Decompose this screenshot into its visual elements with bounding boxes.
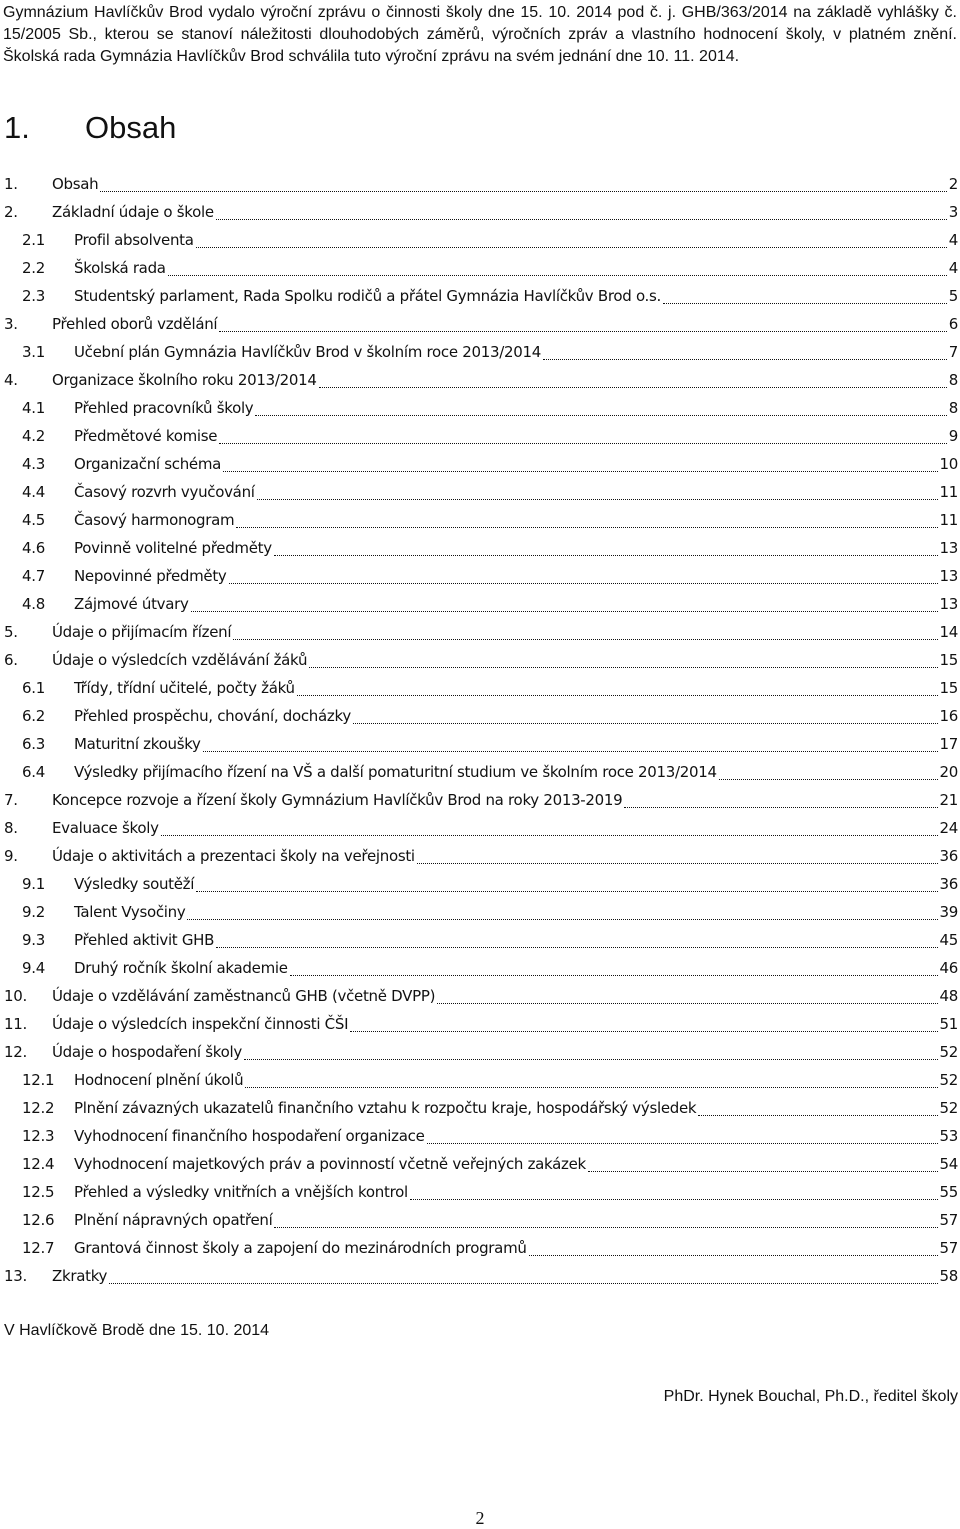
- toc-entry-page: 39: [939, 903, 958, 921]
- toc-dot-leader: [663, 302, 947, 304]
- toc-entry-title[interactable]: Organizace školního roku 2013/2014: [52, 371, 317, 389]
- place-date: V Havlíčkově Brodě dne 15. 10. 2014: [4, 1322, 270, 1339]
- toc-entry[interactable]: [0, 450, 958, 478]
- toc-entry-number: 9.4: [22, 959, 45, 977]
- toc-entry-title[interactable]: Školská rada: [74, 259, 166, 277]
- toc-dot-leader: [109, 1282, 937, 1284]
- toc-entry-page: 53: [939, 1127, 958, 1145]
- toc-entry-number: 6.4: [22, 763, 45, 781]
- table-of-contents: [0, 170, 958, 1290]
- toc-entry-title[interactable]: Údaje o vzdělávání zaměstnanců GHB (včetně DVPP): [52, 987, 436, 1005]
- toc-entry-title[interactable]: Časový rozvrh vyučování: [74, 483, 255, 501]
- toc-entry-page: 48: [939, 987, 958, 1005]
- toc-entry[interactable]: [0, 282, 958, 310]
- toc-entry-title[interactable]: Údaje o hospodaření školy: [52, 1043, 242, 1061]
- toc-entry-number: 9.3: [22, 931, 45, 949]
- toc-dot-leader: [255, 414, 946, 416]
- toc-dot-leader: [219, 442, 947, 444]
- toc-entry-number: 3.: [4, 315, 18, 333]
- toc-entry-page: 55: [939, 1183, 958, 1201]
- toc-entry-title[interactable]: Učební plán Gymnázia Havlíčkův Brod v školním roce 2013/2014: [74, 343, 541, 361]
- intro-paragraph: Gymnázium Havlíčkův Brod vydalo výroční zprávu o činnosti školy dne 15. 10. 2014 pod č. j. GHB/363/2014 na základě vyhlášky č. 15/2005 Sb., kterou se stanoví náležitosti dlouhodobých záměrů, výročních zpráv a vlastního hodnocení školy, v platném znění. Školská rada Gymnázia Havlíčkův Brod schválila tuto výroční zprávu na svém jednání dne 10. 11. 2014.: [3, 4, 957, 65]
- toc-entry[interactable]: [0, 1122, 958, 1150]
- toc-entry[interactable]: [0, 870, 958, 898]
- toc-entry-number: 12.6: [22, 1211, 55, 1229]
- toc-entry-title[interactable]: Údaje o výsledcích inspekční činnosti ČŠI: [52, 1015, 349, 1033]
- page-title: [4, 108, 176, 148]
- toc-dot-leader: [719, 778, 938, 780]
- toc-dot-leader: [229, 582, 938, 584]
- toc-entry[interactable]: [0, 758, 958, 786]
- toc-entry-title[interactable]: Grantová činnost školy a zapojení do mezinárodních programů: [74, 1239, 527, 1257]
- toc-entry-page: 13: [939, 567, 958, 585]
- toc-entry-title[interactable]: Přehled a výsledky vnitřních a vnějších kontrol: [74, 1183, 408, 1201]
- toc-entry-page: 17: [939, 735, 958, 753]
- toc-entry-page: 36: [939, 875, 958, 893]
- toc-entry-number: 9.1: [22, 875, 45, 893]
- toc-entry-title[interactable]: Talent Vysočiny: [74, 903, 186, 921]
- toc-entry-title[interactable]: Vyhodnocení finančního hospodaření organizace: [74, 1127, 425, 1145]
- toc-entry[interactable]: [0, 898, 958, 926]
- toc-entry[interactable]: [0, 254, 958, 282]
- toc-entry[interactable]: [0, 478, 958, 506]
- toc-entry-number: 13.: [4, 1267, 27, 1285]
- toc-entry-title[interactable]: Nepovinné předměty: [74, 567, 227, 585]
- toc-entry-page: 57: [939, 1211, 958, 1229]
- toc-entry-title[interactable]: Výsledky přijímacího řízení na VŠ a další pomaturitní studium ve školním roce 2013/2014: [74, 763, 717, 781]
- toc-entry[interactable]: [0, 170, 958, 198]
- toc-entry-title[interactable]: Evaluace školy: [52, 819, 159, 837]
- toc-entry-page: 7: [948, 343, 958, 361]
- toc-entry-page: 11: [939, 511, 958, 529]
- toc-entry-title[interactable]: Časový harmonogram: [74, 511, 235, 529]
- toc-entry[interactable]: [0, 1178, 958, 1206]
- toc-entry[interactable]: [0, 506, 958, 534]
- toc-entry-page: 51: [939, 1015, 958, 1033]
- toc-entry[interactable]: [0, 814, 958, 842]
- toc-entry-title[interactable]: Obsah: [52, 175, 99, 193]
- toc-entry-title[interactable]: Přehled pracovníků školy: [74, 399, 254, 417]
- toc-entry-title[interactable]: Údaje o aktivitách a prezentaci školy na veřejnosti: [52, 847, 415, 865]
- toc-entry-title[interactable]: Povinně volitelné předměty: [74, 539, 272, 557]
- toc-entry-page: 16: [939, 707, 958, 725]
- toc-dot-leader: [350, 1030, 937, 1032]
- toc-entry-number: 9.2: [22, 903, 45, 921]
- toc-entry-page: 13: [939, 595, 958, 613]
- toc-entry[interactable]: [0, 394, 958, 422]
- page-number: 2: [475, 1508, 485, 1528]
- toc-entry[interactable]: [0, 590, 958, 618]
- toc-entry-number: 2.3: [22, 287, 45, 305]
- toc-dot-leader: [427, 1142, 938, 1144]
- toc-entry-page: 45: [939, 931, 958, 949]
- toc-entry-page: 5: [948, 287, 958, 305]
- toc-entry-number: 9.: [4, 847, 18, 865]
- toc-entry-page: 36: [939, 847, 958, 865]
- toc-entry-page: 52: [939, 1043, 958, 1061]
- toc-entry-page: 15: [939, 679, 958, 697]
- toc-entry-title[interactable]: Údaje o výsledcích vzdělávání žáků: [52, 651, 308, 669]
- toc-entry-page: 46: [939, 959, 958, 977]
- toc-entry-title[interactable]: Zájmové útvary: [74, 595, 189, 613]
- toc-entry[interactable]: [0, 1262, 958, 1290]
- toc-dot-leader: [216, 946, 937, 948]
- toc-entry[interactable]: [0, 954, 958, 982]
- toc-entry-page: 54: [939, 1155, 958, 1173]
- toc-entry-number: 2.: [4, 203, 18, 221]
- toc-entry-number: 5.: [4, 623, 18, 641]
- toc-entry-title[interactable]: Studentský parlament, Rada Spolku rodičů a přátel Gymnázia Havlíčkův Brod o.s.: [74, 287, 662, 305]
- toc-dot-leader: [353, 722, 938, 724]
- toc-entry[interactable]: [0, 926, 958, 954]
- toc-entry-title[interactable]: Plnění závazných ukazatelů finančního vztahu k rozpočtu kraje, hospodářský výsledek: [74, 1099, 697, 1117]
- toc-entry-number: 4.1: [22, 399, 45, 417]
- toc-entry-page: 15: [939, 651, 958, 669]
- toc-entry-number: 12.7: [22, 1239, 55, 1257]
- toc-entry[interactable]: [0, 786, 958, 814]
- toc-entry[interactable]: [0, 674, 958, 702]
- toc-dot-leader: [437, 1002, 937, 1004]
- toc-entry[interactable]: [0, 730, 958, 758]
- toc-entry-page: 9: [948, 427, 958, 445]
- toc-entry-page: 52: [939, 1099, 958, 1117]
- toc-entry-page: 8: [948, 399, 958, 417]
- toc-entry-title[interactable]: Údaje o přijímacím řízení: [52, 623, 232, 641]
- toc-entry-number: 7.: [4, 791, 18, 809]
- toc-entry-number: 4.7: [22, 567, 45, 585]
- toc-entry-title[interactable]: Třídy, třídní učitelé, počty žáků: [74, 679, 295, 697]
- toc-entry-page: 8: [948, 371, 958, 389]
- toc-entry-number: 4.4: [22, 483, 45, 501]
- toc-entry[interactable]: [0, 338, 958, 366]
- toc-entry-number: 1.: [4, 175, 18, 193]
- toc-entry-title[interactable]: Zkratky: [52, 1267, 108, 1285]
- toc-entry[interactable]: [0, 226, 958, 254]
- toc-dot-leader: [698, 1114, 937, 1116]
- toc-entry-number: 4.6: [22, 539, 45, 557]
- toc-entry-number: 12.5: [22, 1183, 55, 1201]
- toc-entry-number: 3.1: [22, 343, 45, 361]
- toc-entry-page: 11: [939, 483, 958, 501]
- toc-entry-title[interactable]: Koncepce rozvoje a řízení školy Gymnázium Havlíčkův Brod na roky 2013-2019: [52, 791, 623, 809]
- toc-dot-leader: [244, 1058, 938, 1060]
- toc-dot-leader: [624, 806, 937, 808]
- toc-entry-page: 2: [948, 175, 958, 193]
- toc-entry-title[interactable]: Přehled aktivit GHB: [74, 931, 215, 949]
- toc-dot-leader: [216, 218, 947, 220]
- toc-entry[interactable]: [0, 1038, 958, 1066]
- toc-entry-number: 12.1: [22, 1071, 55, 1089]
- toc-dot-leader: [417, 862, 938, 864]
- toc-entry-title[interactable]: Přehled oborů vzdělání: [52, 315, 218, 333]
- toc-entry-page: 24: [939, 819, 958, 837]
- toc-entry-title[interactable]: Plnění nápravných opatření: [74, 1211, 273, 1229]
- signature: PhDr. Hynek Bouchal, Ph.D., ředitel školy: [663, 1388, 958, 1405]
- toc-entry[interactable]: [0, 646, 958, 674]
- toc-entry[interactable]: [0, 366, 958, 394]
- toc-entry-page: 13: [939, 539, 958, 557]
- toc-dot-leader: [309, 666, 937, 668]
- toc-entry-number: 6.1: [22, 679, 45, 697]
- toc-entry-title[interactable]: Přehled prospěchu, chování, docházky: [74, 707, 351, 725]
- toc-dot-leader: [219, 330, 946, 332]
- toc-dot-leader: [187, 918, 937, 920]
- toc-entry-number: 4.5: [22, 511, 45, 529]
- toc-entry-title[interactable]: Základní údaje o škole: [52, 203, 214, 221]
- toc-entry-title[interactable]: Předmětové komise: [74, 427, 218, 445]
- toc-entry-page: 52: [939, 1071, 958, 1089]
- toc-dot-leader: [319, 386, 947, 388]
- toc-entry-number: 4.: [4, 371, 18, 389]
- toc-entry-page: 14: [939, 623, 958, 641]
- toc-entry-title[interactable]: Profil absolventa: [74, 231, 194, 249]
- toc-dot-leader: [274, 554, 938, 556]
- toc-entry-page: 58: [939, 1267, 958, 1285]
- toc-entry[interactable]: [0, 198, 958, 226]
- toc-entry-number: 11.: [4, 1015, 27, 1033]
- toc-dot-leader: [543, 358, 947, 360]
- toc-entry[interactable]: [0, 1010, 958, 1038]
- toc-dot-leader: [161, 834, 938, 836]
- heading-title: Obsah: [85, 110, 177, 145]
- toc-entry-title[interactable]: Výsledky soutěží: [74, 875, 195, 893]
- toc-dot-leader: [290, 974, 938, 976]
- toc-entry-number: 2.1: [22, 231, 45, 249]
- toc-entry[interactable]: [0, 562, 958, 590]
- toc-dot-leader: [297, 694, 938, 696]
- toc-dot-leader: [191, 610, 938, 612]
- toc-entry-number: 4.8: [22, 595, 45, 613]
- toc-entry-title[interactable]: Vyhodnocení majetkových práv a povinností včetně veřejných zakázek: [74, 1155, 586, 1173]
- toc-entry-number: 2.2: [22, 259, 45, 277]
- toc-dot-leader: [410, 1198, 938, 1200]
- toc-dot-leader: [236, 526, 937, 528]
- toc-entry-number: 10.: [4, 987, 27, 1005]
- toc-dot-leader: [223, 470, 937, 472]
- toc-entry[interactable]: [0, 310, 958, 338]
- toc-entry[interactable]: [0, 1206, 958, 1234]
- toc-entry[interactable]: [0, 982, 958, 1010]
- toc-entry-page: 3: [948, 203, 958, 221]
- toc-entry[interactable]: [0, 702, 958, 730]
- toc-dot-leader: [529, 1254, 938, 1256]
- toc-dot-leader: [196, 246, 947, 248]
- toc-entry-page: 6: [948, 315, 958, 333]
- toc-entry-number: 12.3: [22, 1127, 55, 1145]
- toc-entry-number: 8.: [4, 819, 18, 837]
- toc-entry[interactable]: [0, 1066, 958, 1094]
- toc-dot-leader: [168, 274, 947, 276]
- toc-dot-leader: [245, 1086, 937, 1088]
- toc-entry-number: 4.2: [22, 427, 45, 445]
- toc-entry-title[interactable]: Hodnocení plnění úkolů: [74, 1071, 244, 1089]
- toc-dot-leader: [233, 638, 937, 640]
- toc-entry-number: 4.3: [22, 455, 45, 473]
- toc-entry-title[interactable]: Maturitní zkoušky: [74, 735, 201, 753]
- toc-entry-page: 57: [939, 1239, 958, 1257]
- toc-entry-number: 12.: [4, 1043, 27, 1061]
- toc-entry[interactable]: [0, 1094, 958, 1122]
- toc-dot-leader: [203, 750, 938, 752]
- toc-entry-number: 12.2: [22, 1099, 55, 1117]
- toc-entry-number: 6.3: [22, 735, 45, 753]
- toc-dot-leader: [196, 890, 937, 892]
- toc-entry-number: 12.4: [22, 1155, 55, 1173]
- toc-entry-title[interactable]: Druhý ročník školní akademie: [74, 959, 288, 977]
- toc-entry-page: 4: [948, 231, 958, 249]
- toc-entry[interactable]: [0, 618, 958, 646]
- toc-entry[interactable]: [0, 1150, 958, 1178]
- toc-entry-page: 10: [939, 455, 958, 473]
- toc-entry-number: 6.: [4, 651, 18, 669]
- toc-entry[interactable]: [0, 422, 958, 450]
- toc-entry[interactable]: [0, 534, 958, 562]
- toc-entry-number: 6.2: [22, 707, 45, 725]
- heading-number: 1.: [4, 110, 30, 145]
- toc-entry-page: 20: [939, 763, 958, 781]
- toc-entry-page: 21: [939, 791, 958, 809]
- toc-entry[interactable]: [0, 1234, 958, 1262]
- toc-dot-leader: [588, 1170, 938, 1172]
- toc-dot-leader: [100, 190, 946, 192]
- toc-entry[interactable]: [0, 842, 958, 870]
- toc-dot-leader: [257, 498, 938, 500]
- toc-entry-page: 4: [948, 259, 958, 277]
- toc-entry-title[interactable]: Organizační schéma: [74, 455, 222, 473]
- toc-dot-leader: [274, 1226, 937, 1228]
